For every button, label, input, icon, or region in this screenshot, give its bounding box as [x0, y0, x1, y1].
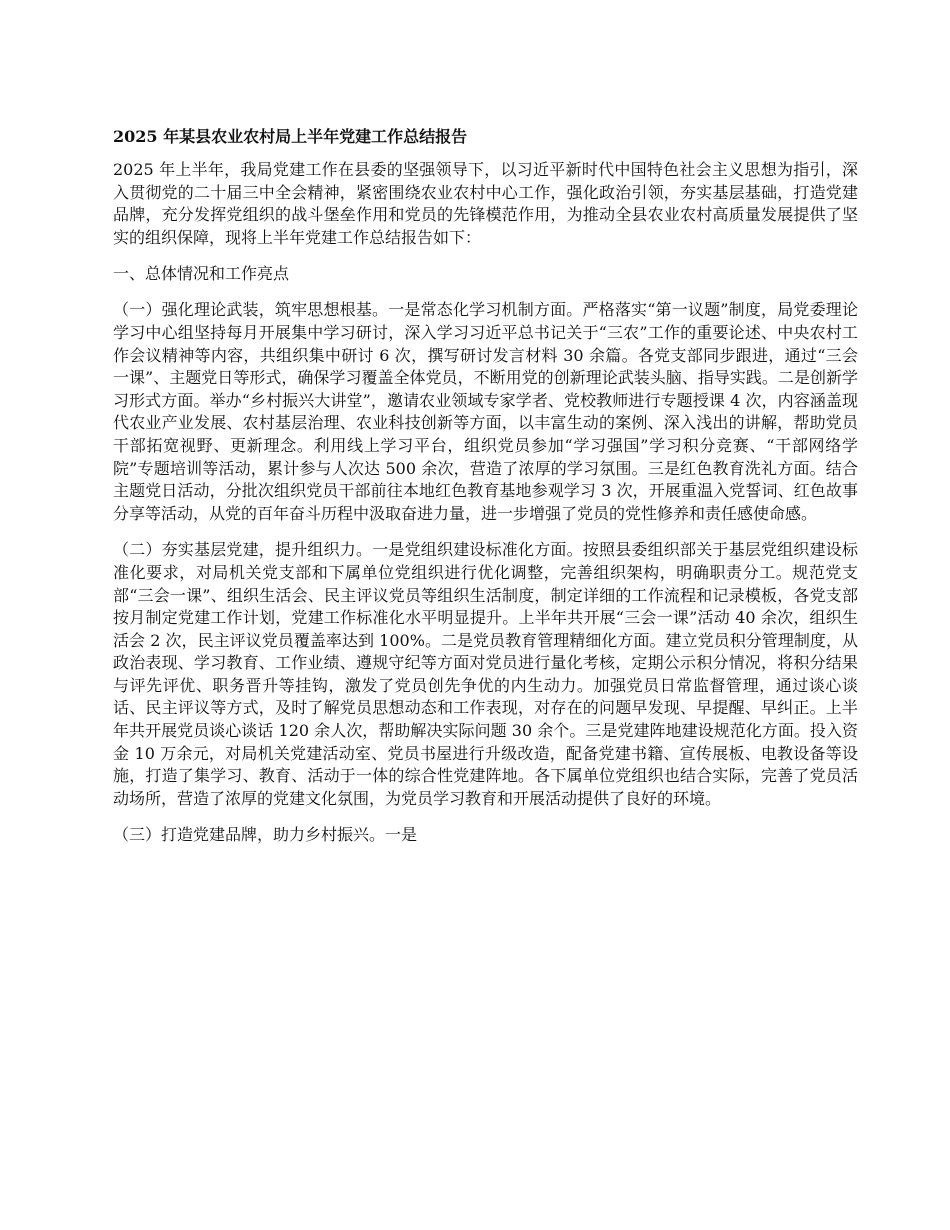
intro-paragraph: 2025 年上半年，我局党建工作在县委的坚强领导下，以习近平新时代中国特色社会主义思想为指引，深入贯彻党的二十届三中全会精神，紧密围绕农业农村中心工作，强化政治引领，夯实基层基础，打造党建品牌，充分发挥党组织的战斗堡垒作用和党员的先锋模范作用，为推动全县农业农村高质量发展提供了坚实的组织保障，现将上半年党建工作总结报告如下： [113, 160, 858, 247]
paragraph-theory-study: （一）强化理论武装，筑牢思想根基。一是常态化学习机制方面。严格落实“第一议题”制度，局党委理论学习中心组坚持每月开展集中学习研讨，深入学习习近平总书记关于“三农”工作的重要论述、中央农村工作会议精神等内容，共组织集中研讨 6 次，撰写研讨发言材料 30 余篇。各党支部同步跟进，通过“三会一课”、主题党日等形式，确保学习覆盖全体党员，不断用党的创新理论武装头脑、指导实践。二是创新学习形式方面。举办“乡村振兴大讲堂”，邀请农业领域专家学者、党校教师进行专题授课 4 次，内容涵盖现代农业产业发展、农村基层治理、农业科技创新等方面，以丰富生动的案例、深入浅出的讲解，帮助党员干部拓宽视野、更新理念。利用线上学习平台，组织党员参加“学习强国”学习积分竞赛、“干部网络学院”专题培训等活动，累计参与人次达 500 余次，营造了浓厚的学习氛围。三是红色教育洗礼方面。结合主题党日活动，分批次组织党员干部前往本地红色教育基地参观学习 3 次，开展重温入党誓词、红色故事分享等活动，从党的百年奋斗历程中汲取奋进力量，进一步增强了党员的党性修养和责任感使命感。 [113, 300, 858, 523]
paragraph-brand-building: （三）打造党建品牌，助力乡村振兴。一是 [113, 825, 418, 845]
document-title: 2025 年某县农业农村局上半年党建工作总结报告 [113, 127, 468, 146]
document-page [113, 126, 858, 861]
section-heading-1: 一、总体情况和工作亮点 [113, 264, 290, 284]
paragraph-grassroots-building: （二）夯实基层党建，提升组织力。一是党组织建设标准化方面。按照县委组织部关于基层党组织建设标准化要求，对局机关党支部和下属单位党组织进行优化调整，完善组织架构，明确职责分工。规范党支部“三会一课”、组织生活会、民主评议党员等组织生活制度，制定详细的工作流程和记录模板，各党支部按月制定党建工作计划，党建工作标准化水平明显提升。上半年共开展“三会一课”活动 40 余次，组织生活会 2 次，民主评议党员覆盖率达到 100%。二是党员教育管理精细化方面。建立党员积分管理制度，从政治表现、学习教育、工作业绩、遵规守纪等方面对党员进行量化考核，定期公示积分情况，将积分结果与评先评优、职务晋升等挂钩，激发了党员创先争优的内生动力。加强党员日常监督管理，通过谈心谈话、民主评议等方式，及时了解党员思想动态和工作表现，对存在的问题早发现、早提醒、早纠正。上半年共开展党员谈心谈话 120 余人次，帮助解决实际问题 30 余个。三是党建阵地建设规范化方面。投入资金 10 万余元，对局机关党建活动室、党员书屋进行升级改造，配备党建书籍、宣传展板、电教设备等设施，打造了集学习、教育、活动于一体的综合性党建阵地。各下属单位党组织也结合实际，完善了党员活动场所，营造了浓厚的党建文化氛围，为党员学习教育和开展活动提供了良好的环境。 [113, 540, 858, 808]
